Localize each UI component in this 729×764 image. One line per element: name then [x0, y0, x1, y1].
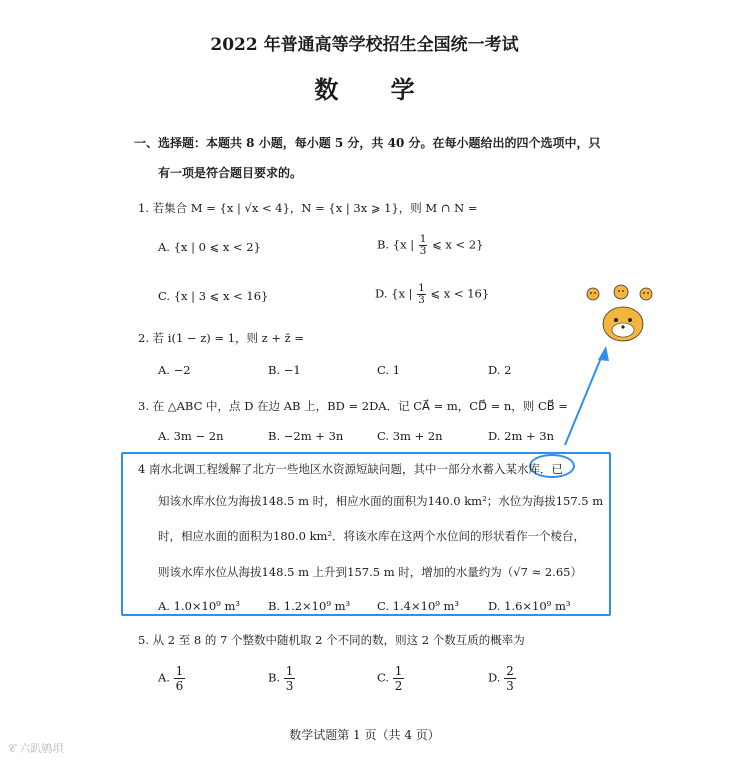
option-label: C.	[377, 670, 390, 685]
numerator: 1	[285, 664, 294, 678]
question-4-line2: 知该水库水位为海拔148.5 m 时，相应水面的面积为140.0 km²；水位为海拔157.5 m	[158, 494, 604, 508]
exam-title: 2022 年普通高等学校招生全国统一考试	[210, 35, 519, 55]
question-3-option-a: A. 3m − 2n	[158, 429, 224, 443]
denominator: 3	[285, 679, 294, 693]
question-3-stem: 3. 在 △ABC 中，点 D 在边 AB 上，BD = 2DA．记 CA⃗ = m，CD⃗ = n，则 CB⃗ =	[138, 399, 568, 413]
question-2-stem: 2. 若 i(1 − z) = 1，则 z + z̄ =	[138, 331, 305, 345]
question-2-option-c: C. 1	[377, 363, 401, 377]
numerator: 2	[506, 664, 514, 678]
watermark: 𝒞 六趴鸲垻	[8, 742, 64, 755]
question-4-option-d: D. 1.6×10⁹ m³	[488, 599, 571, 613]
question-2-option-b: B. −1	[268, 363, 301, 377]
option-label: D.	[488, 670, 501, 685]
question-1-option-c: C. {x | 3 ⩽ x < 16}	[158, 289, 269, 303]
option-b-suffix: ⩽ x < 2}	[432, 237, 484, 252]
numerator: 1	[394, 664, 403, 678]
option-label: A.	[158, 670, 170, 685]
subject-title: 数 学	[314, 75, 437, 104]
question-4-option-b: B. 1.2×10⁹ m³	[268, 599, 351, 613]
denominator: 3	[418, 294, 425, 306]
question-3-option-c: C. 3m + 2n	[377, 429, 443, 443]
option-d-suffix: ⩽ x < 16}	[430, 286, 490, 301]
numerator: 1	[175, 664, 184, 678]
question-5-stem: 5. 从 2 至 8 的 7 个整数中随机取 2 个不同的数，则这 2 个数互质的概率为	[138, 633, 525, 647]
denominator: 2	[394, 679, 403, 693]
numerator: 1	[419, 233, 427, 245]
question-3-option-b: B. −2m + 3n	[268, 429, 344, 443]
question-2-option-d: D. 2	[488, 363, 512, 377]
question-4-line1: 4 南水北调工程缓解了北方一些地区水资源短缺问题，其中一部分水蓄入某水库．已	[138, 462, 563, 476]
section-instruction-line1: 一、选择题：本题共 8 小题，每小题 5 分，共 40 分。在每小题给出的四个选项中，只	[134, 136, 601, 150]
dog-sticker-icon	[583, 282, 663, 352]
question-1-option-a: A. {x | 0 ⩽ x < 2}	[158, 240, 261, 254]
option-d-prefix: D. {x |	[375, 286, 413, 301]
question-4-line4: 则该水库水位从海拔148.5 m 上升到157.5 m 时，增加的水量约为（√7 ≈ 2.65）	[158, 565, 582, 579]
question-4-option-a: A. 1.0×10⁹ m³	[158, 599, 240, 613]
question-4-option-c: C. 1.4×10⁹ m³	[377, 599, 460, 613]
option-b-prefix: B. {x |	[377, 237, 415, 252]
question-3-option-d: D. 2m + 3n	[488, 429, 555, 443]
denominator: 3	[506, 679, 514, 693]
question-4-line3: 时，相应水面的面积为180.0 km²．将该水库在这两个水位间的形状看作一个棱台，	[158, 529, 586, 543]
denominator: 3	[419, 245, 427, 257]
section-instruction-line2: 有一项是符合题目要求的。	[158, 166, 303, 180]
denominator: 6	[175, 679, 184, 693]
question-2-option-a: A. −2	[158, 363, 191, 377]
question-1-stem: 1. 若集合 M = {x | √x < 4}，N = {x | 3x ⩾ 1}，则 M ∩ N =	[138, 201, 478, 215]
page-footer: 数学试题第 1 页（共 4 页）	[289, 728, 440, 742]
option-label: B.	[268, 670, 281, 685]
numerator: 1	[418, 282, 425, 294]
